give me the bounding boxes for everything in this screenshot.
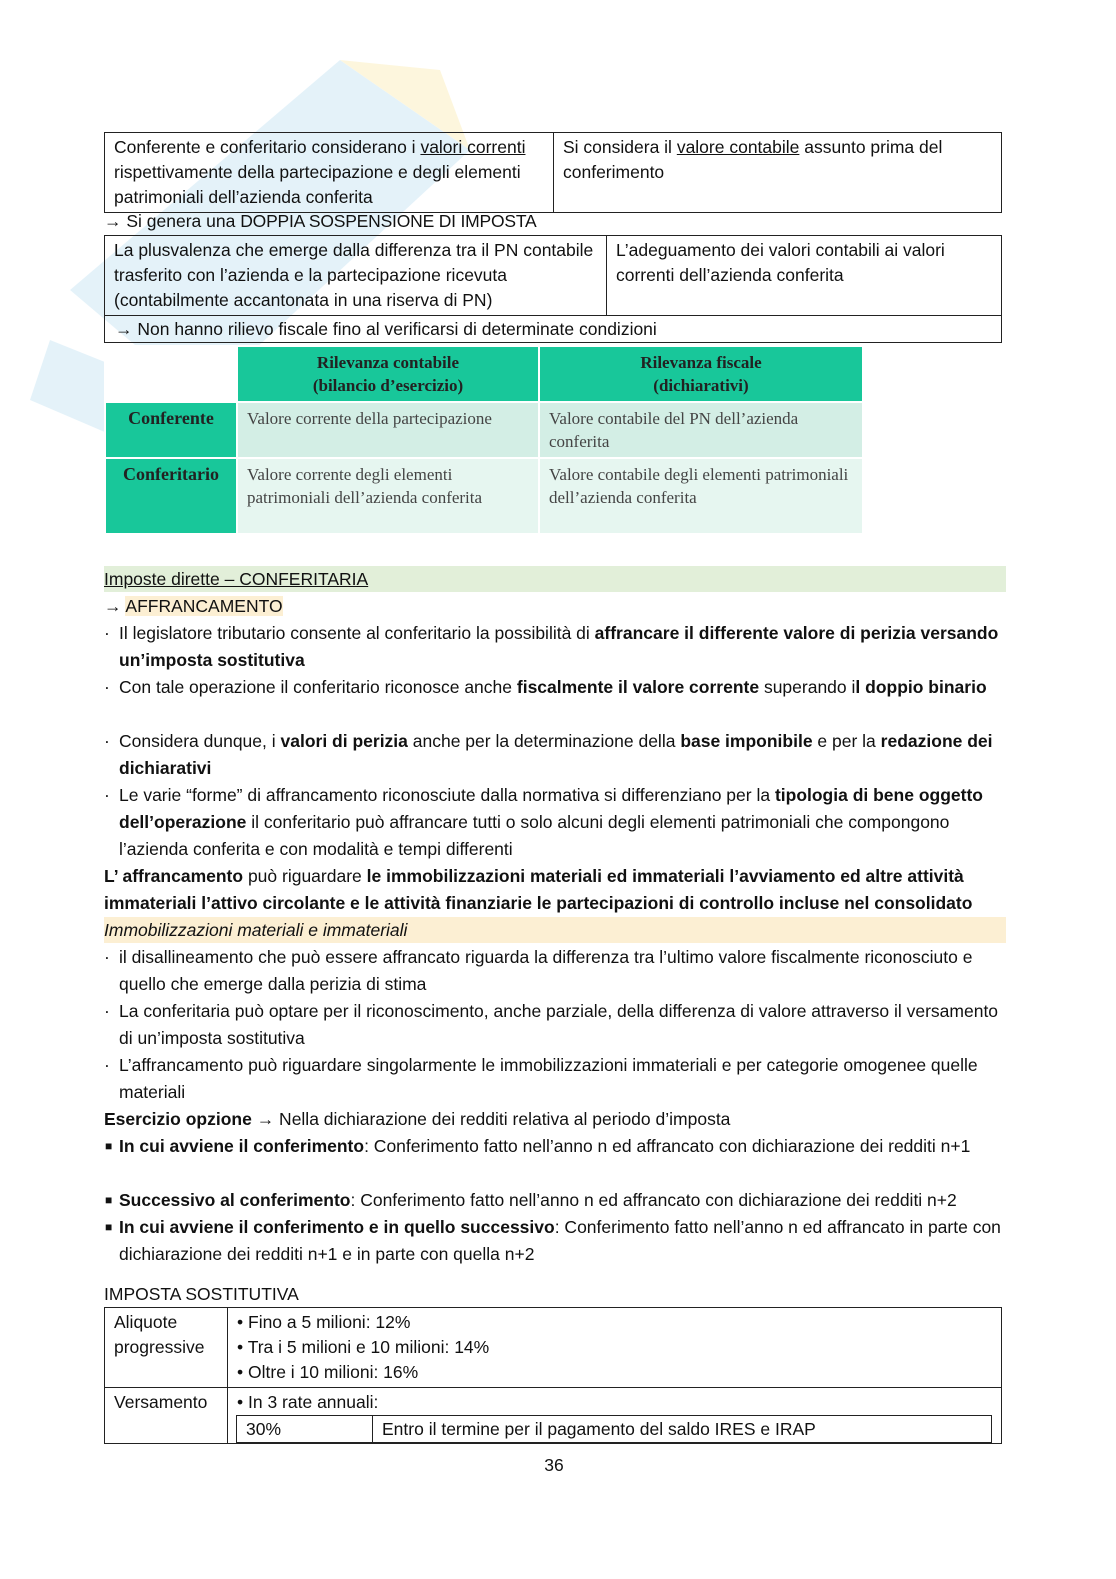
aliquote-values: • Fino a 5 milioni: 12% • Tra i 5 milioni e 10 milioni: 14% • Oltre i 10 milioni: 16% [228,1308,1002,1388]
rilevanza-fiscale-header: Rilevanza fiscale (dichiarativi) [539,346,863,402]
versamento-label: Versamento [105,1388,228,1444]
conferitario-fiscale-cell: Valore contabile degli elementi patrimoniali dell’azienda conferita [539,458,863,534]
conferente-fiscale-cell: Valore contabile del PN dell’azienda conferita [539,402,863,458]
aliquote-label: Aliquote progressive [105,1308,228,1388]
second-comparison-table [104,235,1002,343]
top-table-left-cell: Conferente e conferitario considerano i valori correnti rispettivamente della partecipazione e degli elementi patrimoniali dell’azienda conferita [105,133,554,213]
section-title-immobilizzazioni: Immobilizzazioni materiali e immateriali [104,920,408,940]
rilevanza-table-corner [105,346,237,402]
doppia-sospensione-line: → Si genera una DOPPIA SOSPENSIONE DI IMPOSTA [104,211,537,231]
affrancamento-heading: → AFFRANCAMENTO [104,596,283,616]
option-item: ■ Successivo al conferimento: Conferimento fatto nell’anno n ed affrancato con dichiarazione dei redditi n+2 [105,1190,957,1210]
imposta-sostitutiva-table [104,1307,1002,1444]
rate-inner-table [236,1415,992,1443]
bullet-item: · Con tale operazione il conferitario riconosce anche fiscalmente il valore corrente superando il doppio binario [104,677,987,697]
conferente-contabile-cell: Valore corrente della partecipazione [237,402,539,458]
imposta-sostitutiva-title: IMPOSTA SOSTITUTIVA [104,1284,299,1304]
second-table-right-cell: L’adeguamento dei valori contabili ai valori correnti dell’azienda conferita [607,236,1002,316]
bullet-item: · Le varie “forme” di affrancamento riconosciute dalla normativa si differenziano per la tipologia di bene oggetto dell’operazione il conferitario può affrancare tutti o solo alcuni degli elementi patrimoniali che compongono l’azienda conferita e con modalità e tempi differenti [104,785,983,859]
conferente-row-label: Conferente [105,402,237,458]
bullet-item: · L’affrancamento può riguardare singolarmente le immobilizzazioni immateriali e per categorie omogenee quelle materiali [104,1055,978,1102]
second-table-left-cell: La plusvalenza che emerge dalla differenza tra il PN contabile trasferito con l’azienda e la partecipazione ricevuta (contabilmente accantonata in una riserva di PN) [105,236,607,316]
page-number: 36 [544,1455,564,1475]
bullet-item: · il disallineamento che può essere affrancato riguarda la differenza tra l’ultimo valore fiscalmente riconosciuto e quello che emerge dalla perizia di stima [104,947,973,994]
rilevanza-contabile-header: Rilevanza contabile (bilancio d’esercizio) [237,346,539,402]
option-item: ■ In cui avviene il conferimento e in quello successivo: Conferimento fatto nell’anno n ed affrancato in parte con dichiarazione dei redditi n+1 e in parte con quella n+2 [105,1217,1001,1264]
bullet-item: · La conferitaria può optare per il riconoscimento, anche parziale, della differenza di valore attraverso il versamento di un’imposta sostitutiva [104,1001,999,1048]
top-comparison-table [104,132,1002,213]
affrancamento-paragraph: L’ affrancamento può riguardare le immobilizzazioni materiali ed immateriali l’avviamento ed altre attività immateriali l’attivo circolante e le attività finanziarie le partecipazioni di controllo incluse nel consolidato [104,866,973,913]
bullet-item: · Considera dunque, i valori di perizia anche per la determinazione della base imponibile e per la redazione dei dichiarativi [104,731,993,778]
rate-description: Entro il termine per il pagamento del saldo IRES e IRAP [373,1416,992,1443]
conferitario-row-label: Conferitario [105,458,237,534]
rilevanza-table [104,345,864,535]
rate-percentage: 30% [237,1416,373,1443]
bullet-item: · Il legislatore tributario consente al conferitario la possibilità di affrancare il differente valore di perizia versando un’imposta sostitutiva [104,623,999,670]
top-table-right-cell: Si considera il valore contabile assunto prima del conferimento [554,133,1002,213]
option-item: ■ In cui avviene il conferimento: Conferimento fatto nell’anno n ed affrancato con dichiarazione dei redditi n+1 [105,1136,971,1156]
second-table-footer: → Non hanno rilievo fiscale fino al verificarsi di determinate condizioni [105,316,1002,343]
section-title-imposte-dirette: Imposte dirette – CONFERITARIA [104,569,369,589]
esercizio-opzione-line: Esercizio opzione → Nella dichiarazione dei redditi relativa al periodo d’imposta [104,1109,731,1129]
versamento-values: • In 3 rate annuali: 30% Entro il termine per il pagamento del saldo IRES e IRAP [228,1388,1002,1444]
conferitario-contabile-cell: Valore corrente degli elementi patrimoniali dell’azienda conferita [237,458,539,534]
